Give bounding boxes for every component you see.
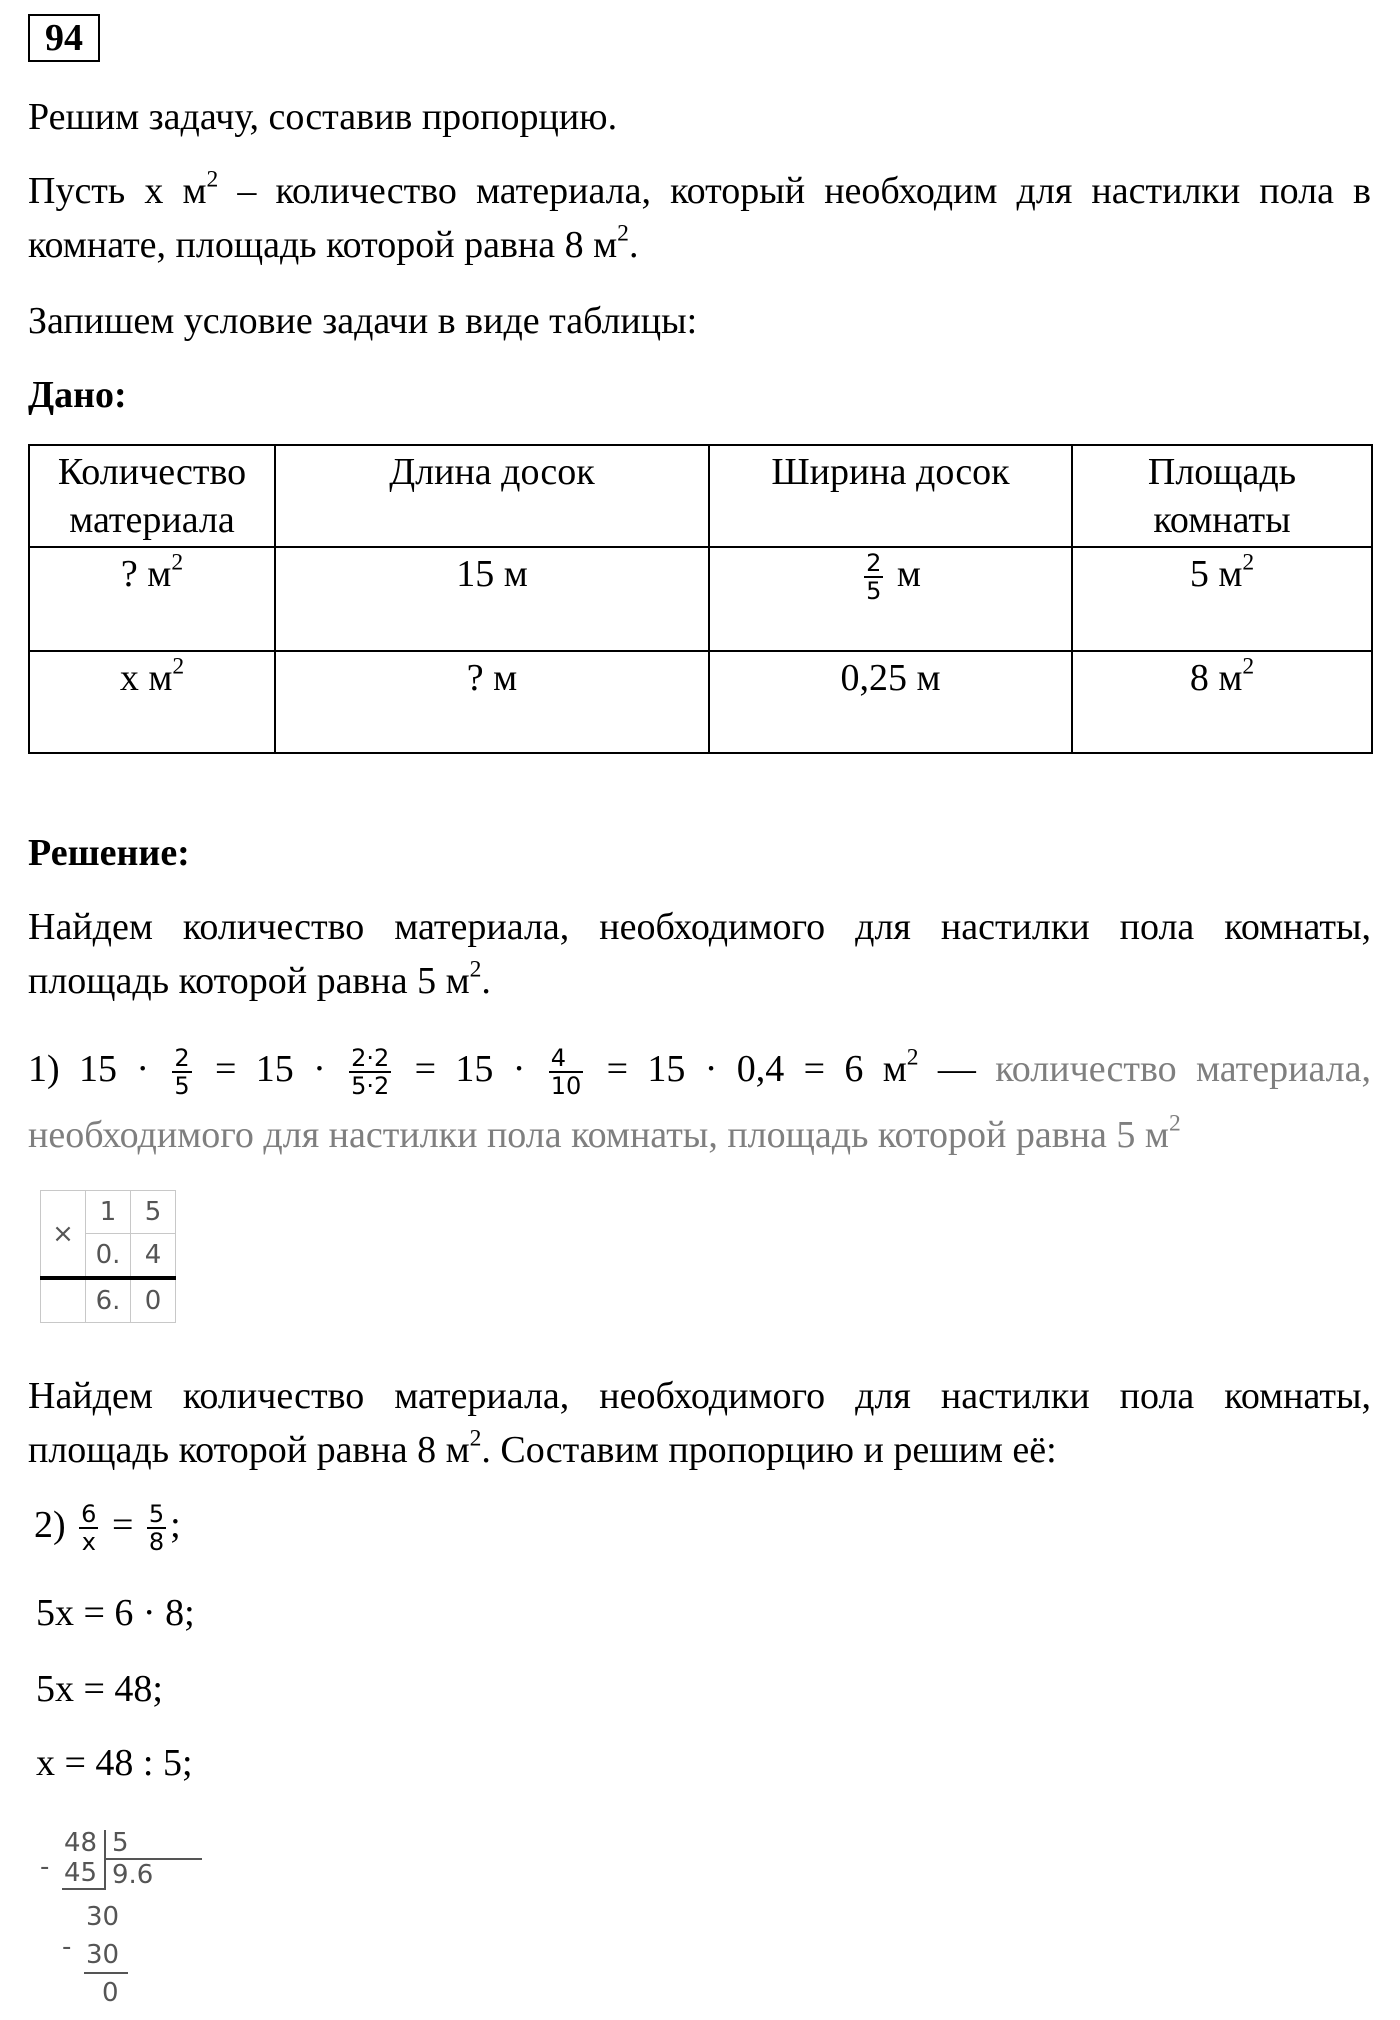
let-text-a: Пусть х м (28, 170, 207, 212)
table-cell: ? м (275, 651, 709, 753)
equation-line: 5х = 6 · 8; (36, 1592, 195, 1634)
solution-label: Решение: (28, 832, 190, 874)
table-cell: 0,25 м (709, 651, 1072, 753)
superscript: 2 (206, 166, 219, 193)
fraction: $\frac{5}{8}$ (148, 1500, 165, 1557)
multiplication-sign: × (41, 1191, 86, 1279)
table-cell: 15 м (275, 547, 709, 651)
table-intro: Запишем условие задачи в виде таблицы: (28, 300, 698, 342)
table-header-row (29, 445, 1372, 547)
given-table (28, 444, 1373, 754)
minus-sign: - (62, 1932, 72, 1962)
divisor: 5 (112, 1828, 129, 1858)
table-header-cell: Длина досок (275, 445, 709, 547)
remainder: 0 (102, 1978, 119, 2008)
step1-calculation: 1) 15 · $\frac{2}{5}$ = 15 · $\frac{2\cdot 2}{5\cdot 2}$ = 15 · $\frac{4}{10}$ = 15 · 0,4 = 6 $м^2$ — количество материала, необходимого для настилки пола комнаты, площадь которой равна 5 $м^2$ (28, 1044, 1372, 1156)
step2-text: Найдем количество материала, необходимого для настилки пола комнаты, площадь которой равна 8 $м^2$. Составим пропорцию и решим её: (28, 1375, 1371, 1471)
digit-cell: 0 (131, 1278, 176, 1323)
table-cell: х $м^2$ (29, 651, 275, 753)
subtrahend: 30 (86, 1940, 120, 1970)
let-text-c: . (628, 224, 639, 266)
quotient: 9.6 (112, 1860, 154, 1890)
table-row (29, 547, 1372, 651)
let-text-b: – количество материала, который необходим для настилки пола в комнате, площадь которой равна 8 м (28, 170, 1372, 266)
step1-text: Найдем количество материала, необходимого для настилки пола комнаты, площадь которой равна 5 $м^2$. (28, 906, 1371, 1002)
step2-proportion: 2) $\frac{6}{х}$ = $\frac{5}{8}$ ; (34, 1500, 181, 1557)
step1-comment: количество материала, необходимого для настилки пола комнаты, площадь которой равна 5 м (28, 1048, 1372, 1156)
fraction: $\frac{2}{5}$ (174, 1044, 190, 1101)
table-cell: 5 $м^2$ (1072, 547, 1372, 651)
problem-number: 94 (28, 14, 100, 62)
equation-line: х = 48 : 5; (36, 1742, 193, 1784)
table-cell: $\frac{2}{5}$ м (709, 547, 1072, 651)
fraction: $\frac{2}{5}$ (866, 549, 882, 606)
digit-cell: 6. (86, 1278, 131, 1323)
column-multiplication (40, 1190, 176, 1323)
long-division (40, 1828, 180, 2018)
subtraction-line (84, 1972, 128, 1974)
digit-cell (41, 1278, 86, 1323)
fraction: $\frac{4}{10}$ (550, 1044, 582, 1101)
given-label: Дано: (28, 374, 127, 416)
table-header-cell: Ширина досок (709, 445, 1072, 547)
subtraction-line (62, 1888, 106, 1890)
fraction: $\frac{6}{х}$ (81, 1500, 97, 1557)
digit-cell: 5 (131, 1191, 176, 1234)
digit-cell: 4 (131, 1234, 176, 1279)
table-header-cell: Площадь комнаты (1072, 445, 1372, 547)
table-cell: ? $м^2$ (29, 547, 275, 651)
minus-sign: - (40, 1852, 50, 1882)
remainder: 30 (86, 1902, 120, 1932)
table-header-cell: Количество материала (29, 445, 275, 547)
superscript: 2 (617, 220, 629, 247)
let-paragraph (28, 164, 1371, 272)
intro-text: Решим задачу, составив пропорцию. (28, 96, 618, 138)
dividend: 48 (64, 1828, 98, 1858)
digit-cell: 1 (86, 1191, 131, 1234)
fraction: $\frac{2\cdot 2}{5\cdot 2}$ (351, 1044, 390, 1101)
digit-cell: 0. (86, 1234, 131, 1279)
equation-line: 5х = 48; (36, 1668, 163, 1710)
table-row (29, 651, 1372, 753)
table-cell: 8 $м^2$ (1072, 651, 1372, 753)
subtrahend: 45 (64, 1858, 98, 1888)
